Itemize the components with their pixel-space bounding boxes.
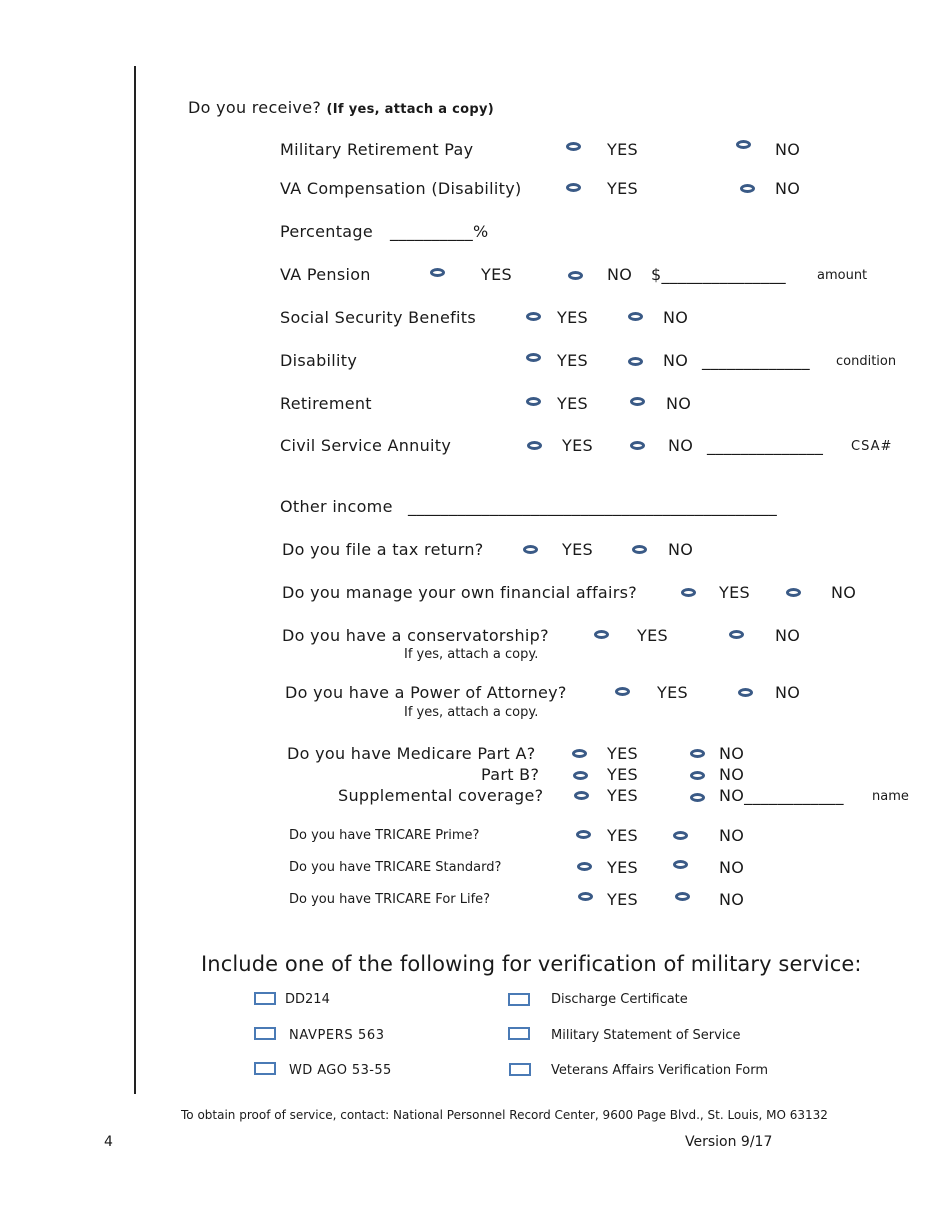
no-label: NO <box>607 265 633 284</box>
va-pension-yes-radio[interactable] <box>430 268 445 277</box>
military-retirement-no-radio[interactable] <box>736 140 751 149</box>
label-tricare-life: Do you have TRICARE For Life? <box>289 892 491 907</box>
yes-label: YES <box>607 179 638 198</box>
financial-affairs-yes-radio[interactable] <box>681 588 696 597</box>
supplemental-no-radio[interactable] <box>690 793 705 802</box>
power-attorney-note: If yes, attach a copy. <box>404 705 539 720</box>
social-security-yes-radio[interactable] <box>526 312 541 321</box>
va-pension-amount-label: amount <box>817 268 868 283</box>
label-tricare-standard: Do you have TRICARE Standard? <box>289 860 502 875</box>
yes-label: YES <box>637 626 668 645</box>
verification-title: Include one of the following for verification of military service: <box>201 952 862 976</box>
yes-label: YES <box>607 826 638 845</box>
left-margin-rule <box>134 66 136 1094</box>
no-label: NO <box>719 744 745 763</box>
label-conservatorship: Do you have a conservatorship? <box>282 626 549 645</box>
no-label: NO <box>663 308 689 327</box>
tax-return-yes-radio[interactable] <box>523 545 538 554</box>
military-statement-checkbox[interactable] <box>508 1027 530 1040</box>
no-label: NO <box>668 540 694 559</box>
wd-ago-label: WD AGO 53-55 <box>289 1063 392 1078</box>
yes-label: YES <box>607 140 638 159</box>
question-header <box>188 98 494 117</box>
label-power-attorney: Do you have a Power of Attorney? <box>285 683 567 702</box>
retirement-no-radio[interactable] <box>630 397 645 406</box>
medicare-b-yes-radio[interactable] <box>573 771 588 780</box>
civil-service-csa-label: CSA# <box>851 439 893 454</box>
yes-label: YES <box>719 583 750 602</box>
tricare-life-no-radio[interactable] <box>675 892 690 901</box>
label-supplemental: Supplemental coverage? <box>338 786 544 805</box>
conservatorship-no-radio[interactable] <box>729 630 744 639</box>
yes-label: YES <box>481 265 512 284</box>
medicare-a-no-radio[interactable] <box>690 749 705 758</box>
conservatorship-yes-radio[interactable] <box>594 630 609 639</box>
supplemental-name-field[interactable]: NO____________ <box>719 786 844 805</box>
yes-label: YES <box>557 394 588 413</box>
no-label: NO <box>775 179 801 198</box>
tricare-standard-yes-radio[interactable] <box>577 862 592 871</box>
medicare-b-no-radio[interactable] <box>690 771 705 780</box>
no-label: NO <box>775 626 801 645</box>
other-income-field[interactable]: _____________________________________________ <box>408 497 777 516</box>
footer-contact: To obtain proof of service, contact: National Personnel Record Center, 9600 Page Blvd., St. Louis, MO 63132 <box>181 1108 828 1122</box>
retirement-yes-radio[interactable] <box>526 397 541 406</box>
disability-condition-label: condition <box>836 354 897 369</box>
label-civil-service: Civil Service Annuity <box>280 436 452 455</box>
percentage-field[interactable]: __________% <box>390 222 489 241</box>
disability-no-radio[interactable] <box>628 357 643 366</box>
navpers-label: NAVPERS 563 <box>289 1028 385 1043</box>
tricare-prime-no-radio[interactable] <box>673 831 688 840</box>
no-label: NO <box>719 826 745 845</box>
disability-yes-radio[interactable] <box>526 353 541 362</box>
power-attorney-no-radio[interactable] <box>738 688 753 697</box>
no-label: NO <box>663 351 689 370</box>
label-disability: Disability <box>280 351 358 370</box>
yes-label: YES <box>607 765 638 784</box>
navpers-checkbox[interactable] <box>254 1027 276 1040</box>
label-medicare-b: Part B? <box>481 765 540 784</box>
yes-label: YES <box>557 308 588 327</box>
yes-label: YES <box>562 436 593 455</box>
no-label: NO <box>666 394 692 413</box>
power-attorney-yes-radio[interactable] <box>615 687 630 696</box>
va-pension-no-radio[interactable] <box>568 271 583 280</box>
no-label: NO <box>775 683 801 702</box>
va-verification-label: Veterans Affairs Verification Form <box>551 1063 769 1078</box>
yes-label: YES <box>657 683 688 702</box>
social-security-no-radio[interactable] <box>628 312 643 321</box>
label-tax-return: Do you file a tax return? <box>282 540 484 559</box>
version-label: Version 9/17 <box>685 1134 773 1150</box>
page-number: 4 <box>104 1134 113 1150</box>
wd-ago-checkbox[interactable] <box>254 1062 276 1075</box>
label-tricare-prime: Do you have TRICARE Prime? <box>289 828 480 843</box>
no-label: NO <box>719 765 745 784</box>
civil-service-yes-radio[interactable] <box>527 441 542 450</box>
no-label: NO <box>668 436 694 455</box>
financial-affairs-no-radio[interactable] <box>786 588 801 597</box>
yes-label: YES <box>557 351 588 370</box>
medicare-a-yes-radio[interactable] <box>572 749 587 758</box>
yes-label: YES <box>562 540 593 559</box>
discharge-certificate-checkbox[interactable] <box>508 993 530 1006</box>
va-pension-amount-field[interactable]: $_______________ <box>651 265 786 284</box>
va-compensation-no-radio[interactable] <box>740 184 755 193</box>
no-label: NO <box>775 140 801 159</box>
tax-return-no-radio[interactable] <box>632 545 647 554</box>
conservatorship-note: If yes, attach a copy. <box>404 647 539 662</box>
no-label: NO <box>831 583 857 602</box>
label-va-compensation: VA Compensation (Disability) <box>280 179 522 198</box>
military-statement-label: Military Statement of Service <box>551 1028 741 1043</box>
civil-service-no-radio[interactable] <box>630 441 645 450</box>
no-label: NO <box>719 890 745 909</box>
disability-condition-field[interactable]: _____________ <box>702 351 810 370</box>
yes-label: YES <box>607 744 638 763</box>
supplemental-name-label: name <box>872 789 909 804</box>
civil-service-csa-field[interactable]: ______________ <box>707 436 824 455</box>
dd214-checkbox[interactable] <box>254 992 276 1005</box>
va-verification-checkbox[interactable] <box>509 1063 531 1076</box>
label-other-income: Other income <box>280 497 393 516</box>
no-label: NO <box>719 858 745 877</box>
header-question: Do you receive? <box>188 98 322 117</box>
label-retirement: Retirement <box>280 394 372 413</box>
header-note: (If yes, attach a copy) <box>326 102 495 117</box>
military-retirement-yes-radio[interactable] <box>566 142 581 151</box>
tricare-life-yes-radio[interactable] <box>578 892 593 901</box>
label-va-pension: VA Pension <box>280 265 371 284</box>
tricare-prime-yes-radio[interactable] <box>576 830 591 839</box>
yes-label: YES <box>607 858 638 877</box>
supplemental-yes-radio[interactable] <box>574 791 589 800</box>
discharge-certificate-label: Discharge Certificate <box>551 992 688 1007</box>
label-percentage: Percentage <box>280 222 374 241</box>
yes-label: YES <box>607 890 638 909</box>
dd214-label: DD214 <box>285 992 330 1007</box>
tricare-standard-no-radio[interactable] <box>673 860 688 869</box>
label-military-retirement: Military Retirement Pay <box>280 140 474 159</box>
label-social-security: Social Security Benefits <box>280 308 477 327</box>
label-financial-affairs: Do you manage your own financial affairs? <box>282 583 638 602</box>
yes-label: YES <box>607 786 638 805</box>
label-medicare-a: Do you have Medicare Part A? <box>287 744 536 763</box>
va-compensation-yes-radio[interactable] <box>566 183 581 192</box>
